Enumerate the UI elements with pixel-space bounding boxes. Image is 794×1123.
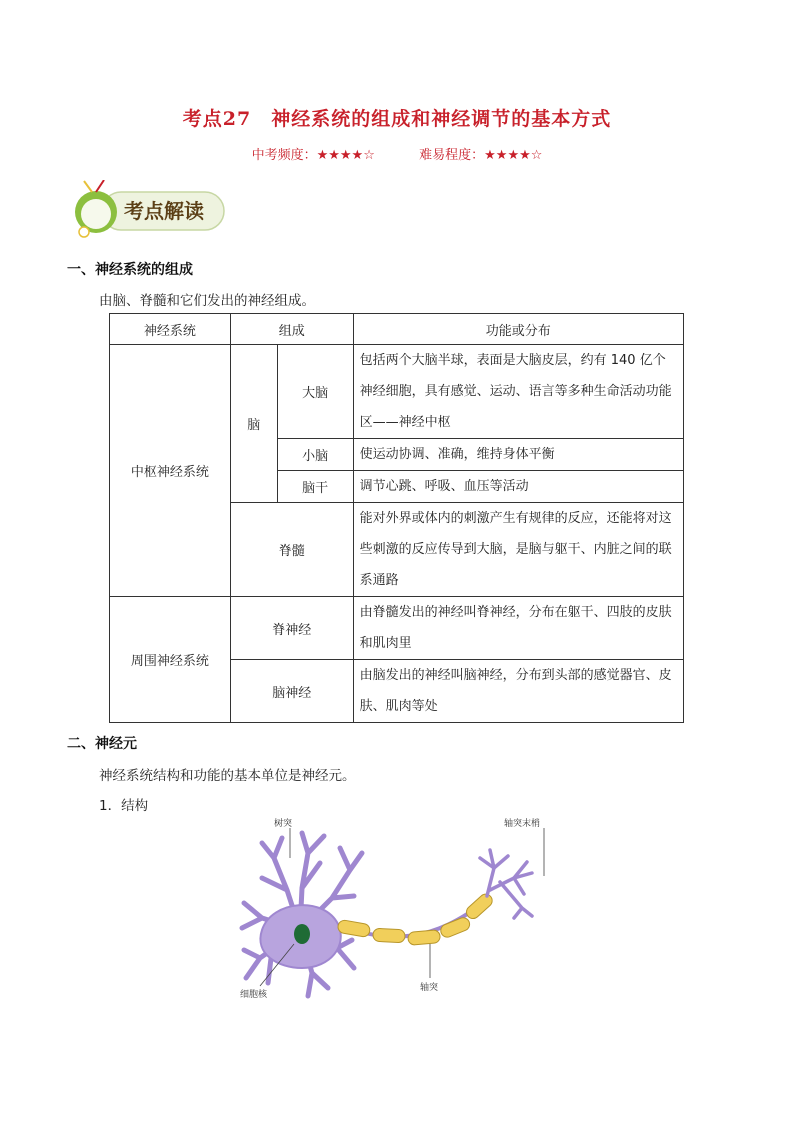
myelin-sheath xyxy=(337,892,495,946)
section-badge xyxy=(70,180,226,238)
brain-cell: 脑 xyxy=(230,345,277,503)
cranial-nerve-cell: 脑神经 xyxy=(230,660,353,723)
cerebellum-desc: 使运动协调、准确，维持身体平衡 xyxy=(353,439,683,471)
peripheral-nervous-cell: 周围神经系统 xyxy=(110,597,231,723)
dendrite-label: 树突 xyxy=(274,819,293,829)
axon-terminal-label: 轴突末梢 xyxy=(504,819,541,829)
nucleus-label: 细胞核 xyxy=(240,990,268,1000)
spinal-cord-desc: 能对外界或体内的刺激产生有规律的反应，还能将对这些刺激的反应传导到大脑，是脑与躯干、内脏之间的联系通路 xyxy=(353,503,683,597)
spinal-nerve-cell: 脊神经 xyxy=(230,597,353,660)
table-row xyxy=(110,597,684,660)
frequency-label: 中考频度： xyxy=(251,148,317,163)
frequency-stars: ★★★★☆ xyxy=(316,148,375,163)
page-title: 考点27 神经系统的组成和神经调节的基本方式 xyxy=(182,108,612,130)
table-row xyxy=(110,345,684,439)
neuron-diagram xyxy=(232,818,562,1003)
axon-label: 轴突 xyxy=(420,983,439,993)
section2-intro: 神经系统结构和功能的基本单位是神经元。 xyxy=(99,768,356,784)
header-cell: 组成 xyxy=(230,314,353,345)
brainstem-desc: 调节心跳、呼吸、血压等活动 xyxy=(353,471,683,503)
difficulty-label: 难易程度： xyxy=(419,148,485,163)
difficulty-stars: ★★★★☆ xyxy=(484,148,543,163)
cerebellum-cell: 小脑 xyxy=(277,439,353,471)
nucleus xyxy=(294,924,310,944)
badge-text: 考点解读 xyxy=(124,199,204,223)
section1-heading: 一、神经系统的组成 xyxy=(67,262,193,278)
table-header-row xyxy=(110,314,684,345)
cerebrum-desc: 包括两个大脑半球，表面是大脑皮层，约有 140 亿个神经细胞，具有感觉、运动、语言等多种生命活动功能区——神经中枢 xyxy=(353,345,683,439)
spinal-cord-cell: 脊髓 xyxy=(230,503,353,597)
structure-subheading: 1．结构 xyxy=(99,798,149,814)
rating-line xyxy=(0,144,794,163)
spinal-nerve-desc: 由脊髓发出的神经叫脊神经，分布在躯干、四肢的皮肤和肌肉里 xyxy=(353,597,683,660)
header-cell: 功能或分布 xyxy=(353,314,683,345)
central-nervous-cell: 中枢神经系统 xyxy=(110,345,231,597)
section2-heading: 二、神经元 xyxy=(67,736,137,752)
nervous-system-table xyxy=(109,313,684,723)
header-cell: 神经系统 xyxy=(110,314,231,345)
cranial-nerve-desc: 由脑发出的神经叫脑神经，分布到头部的感觉器官、皮肤、肌肉等处 xyxy=(353,660,683,723)
section1-intro: 由脑、脊髓和它们发出的神经组成。 xyxy=(99,293,315,309)
cerebrum-cell: 大脑 xyxy=(277,345,353,439)
brainstem-cell: 脑干 xyxy=(277,471,353,503)
